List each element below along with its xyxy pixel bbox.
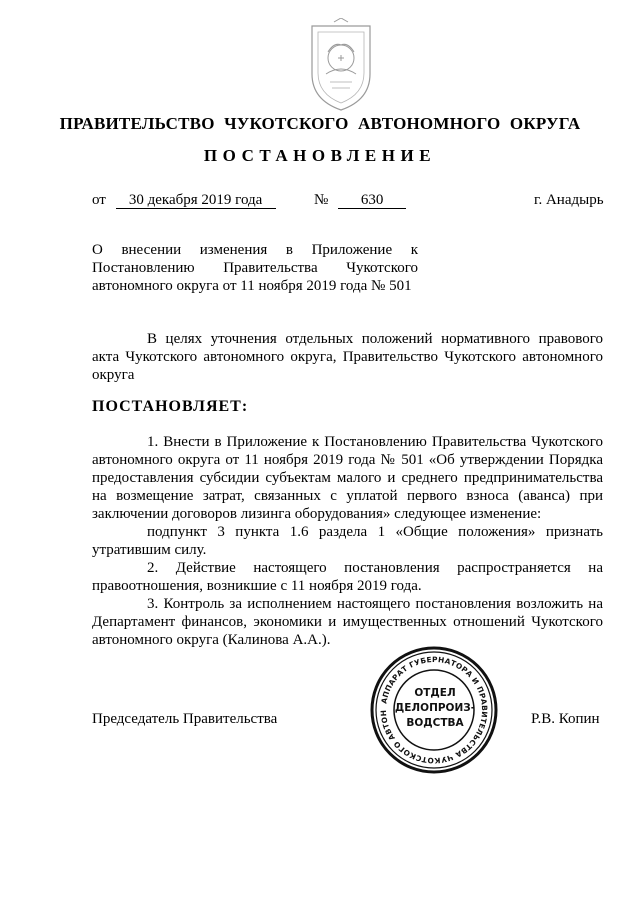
organization-title: ПРАВИТЕЛЬСТВО ЧУКОТСКОГО АВТОНОМНОГО ОКРУГА	[59, 114, 581, 133]
date-field	[92, 191, 276, 209]
signatory-name: Р.В. Копин	[531, 711, 600, 727]
preamble-block	[92, 330, 603, 384]
document-subject	[92, 241, 418, 295]
preamble-text: В целях уточнения отдельных положений нормативного правового акта Чукотского автономного округа, Правительство Чукотского автономного округа	[92, 331, 603, 383]
stamp-line-2: ДЕЛОПРОИЗ-	[394, 702, 476, 714]
item-1-subitem: подпункт 3 пункта 1.6 раздела 1 «Общие положения» признать утратившим силу.	[92, 524, 603, 558]
number-value: 630	[338, 192, 406, 209]
stamp-line-1: ОТДЕЛ	[414, 687, 456, 699]
place: г. Анадырь	[534, 192, 604, 208]
official-stamp	[369, 645, 499, 775]
item-1: 1. Внести в Приложение к Постановлению Правительства Чукотского автономного округа от 11 ноября 2019 года № 501 «Об утверждении Порядка предоставления субсидии субъектам малого и среднего предпринимательства на возмещение затрат, связанных с уплатой первого взноса (аванса) при заключении договоров лизинга оборудования» следующее изменение:	[92, 434, 603, 522]
date-value: 30 декабря 2019 года	[116, 192, 276, 209]
subject-line: Постановлению Правительства Чукотского	[92, 260, 418, 276]
resolution-items	[92, 433, 603, 649]
item-2: 2. Действие настоящего постановления распространяется на правоотношения, возникшие с 11 ноября 2019 года.	[92, 560, 603, 594]
number-field	[314, 191, 406, 209]
subject-line: О внесении изменения в Приложение к	[92, 242, 418, 258]
coat-of-arms-emblem	[298, 18, 384, 114]
item-3: 3. Контроль за исполнением настоящего постановления возложить на Департамент финансов, экономики и имущественных отношений Чукотского автономного округа (Калинова А.А.).	[92, 596, 603, 648]
subject-line: автономного округа от 11 ноября 2019 года № 501	[92, 278, 412, 294]
signatory-position: Председатель Правительства	[92, 711, 278, 727]
stamp-ring-text: АППАРАТ ГУБЕРНАТОРА И ПРАВИТЕЛЬСТВА ЧУКОТСКОГО АВТОН	[378, 654, 490, 766]
resolves-heading: ПОСТАНОВЛЯЕТ:	[92, 398, 249, 415]
date-prefix: от	[92, 192, 106, 208]
document-type-title: ПОСТАНОВЛЕНИЕ	[203, 146, 437, 165]
stamp-line-3: ВОДСТВА	[406, 717, 464, 729]
number-prefix: №	[314, 192, 329, 208]
